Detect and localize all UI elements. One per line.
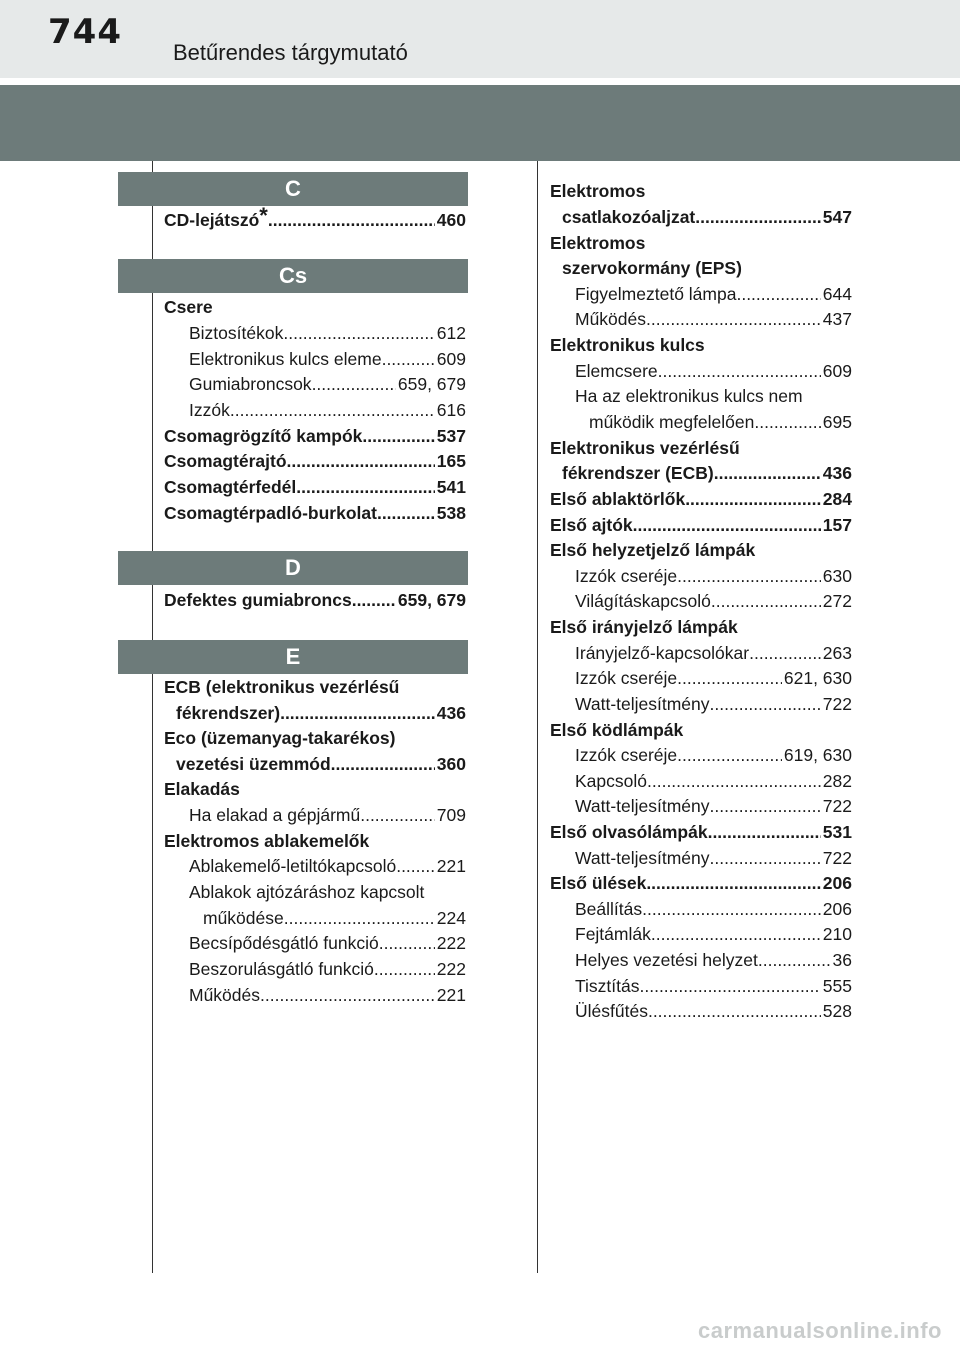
index-entry: Ülésfűtés ..... 528: [550, 999, 852, 1023]
index-entry: Csere: [164, 297, 213, 317]
index-entry: Csomagtérpadló-burkolat ..... 538: [164, 501, 466, 525]
right-column-rule: [537, 161, 538, 1273]
section-header-cs: Cs: [118, 259, 468, 293]
index-entry: vezetési üzemmód ..... 360: [164, 752, 466, 776]
index-entry: fékrendszer (ECB) ..... 436: [550, 461, 852, 485]
index-entry: működése ..... 224: [164, 906, 466, 930]
index-entry: ECB (elektronikus vezérlésű: [164, 677, 400, 697]
section-header-d: D: [118, 551, 468, 585]
index-entry: Irányjelző-kapcsolókar ..... 263: [550, 641, 852, 665]
index-entry: Watt-teljesítmény ..... 722: [550, 794, 852, 818]
index-entry: Működés ..... 221: [164, 983, 466, 1007]
index-entry: Első helyzetjelző lámpák: [550, 540, 756, 560]
index-entry: Beszorulásgátló funkció ..... 222: [164, 957, 466, 981]
index-entry: Ha elakad a gépjármű ..... 709: [164, 803, 466, 827]
index-entry: Defektes gumiabroncs ..... 659, 679: [164, 588, 466, 612]
index-entry: Csomagtérfedél ..... 541: [164, 475, 466, 499]
index-entry: Becsípődésgátló funkció ..... 222: [164, 931, 466, 955]
index-entry: Elakadás: [164, 779, 240, 799]
index-entry: csatlakozóaljzat ..... 547: [550, 205, 852, 229]
index-entry: fékrendszer) ..... 436: [164, 701, 466, 725]
section-header-c: C: [118, 172, 468, 206]
index-entry: Elemcsere ..... 609: [550, 359, 852, 383]
index-entry: Elektromos: [550, 233, 646, 253]
section-header-e: E: [118, 640, 468, 674]
index-entry: Csomagtérajtó ..... 165: [164, 449, 466, 473]
index-entry: működik megfelelően ..... 695: [550, 410, 852, 434]
index-entry: Figyelmeztető lámpa ..... 644: [550, 282, 852, 306]
index-entry: Beállítás ..... 206: [550, 897, 852, 921]
footnote-star: *: [259, 203, 268, 229]
index-entry: Izzók cseréje ..... 630: [550, 564, 852, 588]
index-entry: Első ajtók ..... 157: [550, 513, 852, 537]
index-entry: Első olvasólámpák ..... 531: [550, 820, 852, 844]
watermark: carmanualsonline.info: [698, 1318, 942, 1343]
index-entry: Ablakemelő-letiltókapcsoló ..... 221: [164, 854, 466, 878]
left-column-rule: [152, 161, 153, 1273]
index-entry: Elektronikus kulcs eleme ..... 609: [164, 347, 466, 371]
index-entry: Fejtámlák ..... 210: [550, 922, 852, 946]
index-entry: Kapcsoló ..... 282: [550, 769, 852, 793]
index-entry: Gumiabroncsok ..... 659, 679: [164, 372, 466, 396]
index-entry: Ablakok ajtózáráshoz kapcsolt: [189, 882, 425, 902]
index-entry: Elektronikus kulcs: [550, 335, 705, 355]
index-entry: Első ködlámpák: [550, 720, 684, 740]
index-entry: Izzók cseréje ..... 621, 630: [550, 666, 852, 690]
index-entry: Biztosítékok ..... 612: [164, 321, 466, 345]
index-entry: Első irányjelző lámpák: [550, 617, 738, 637]
index-entry: Működés ..... 437: [550, 307, 852, 331]
index-entry: szervokormány (EPS): [562, 258, 742, 278]
index-entry: Elektronikus vezérlésű: [550, 438, 740, 458]
index-entry: Világításkapcsoló ..... 272: [550, 589, 852, 613]
header-band: [0, 85, 960, 161]
header-strip: [0, 0, 960, 78]
index-entry: Ha az elektronikus kulcs nem: [575, 386, 803, 406]
page-title: Betűrendes tárgymutató: [173, 40, 408, 65]
index-entry: Elektromos ablakemelők: [164, 831, 370, 851]
index-entry: CD-lejátszó* ..... 460: [164, 208, 466, 232]
index-entry: Csomagrögzítő kampók ..... 537: [164, 424, 466, 448]
index-entry: Izzók cseréje ..... 619, 630: [550, 743, 852, 767]
index-entry: Első ablaktörlők ..... 284: [550, 487, 852, 511]
index-entry: Watt-teljesítmény ..... 722: [550, 846, 852, 870]
index-entry: Izzók ..... 616: [164, 398, 466, 422]
index-entry: Watt-teljesítmény ..... 722: [550, 692, 852, 716]
index-entry: Eco (üzemanyag-takarékos): [164, 728, 396, 748]
index-entry: Első ülések ..... 206: [550, 871, 852, 895]
index-entry: Tisztítás ..... 555: [550, 974, 852, 998]
page-number: 744: [48, 12, 122, 52]
index-entry: Helyes vezetési helyzet ..... 36: [550, 948, 852, 972]
index-entry: Elektromos: [550, 181, 646, 201]
